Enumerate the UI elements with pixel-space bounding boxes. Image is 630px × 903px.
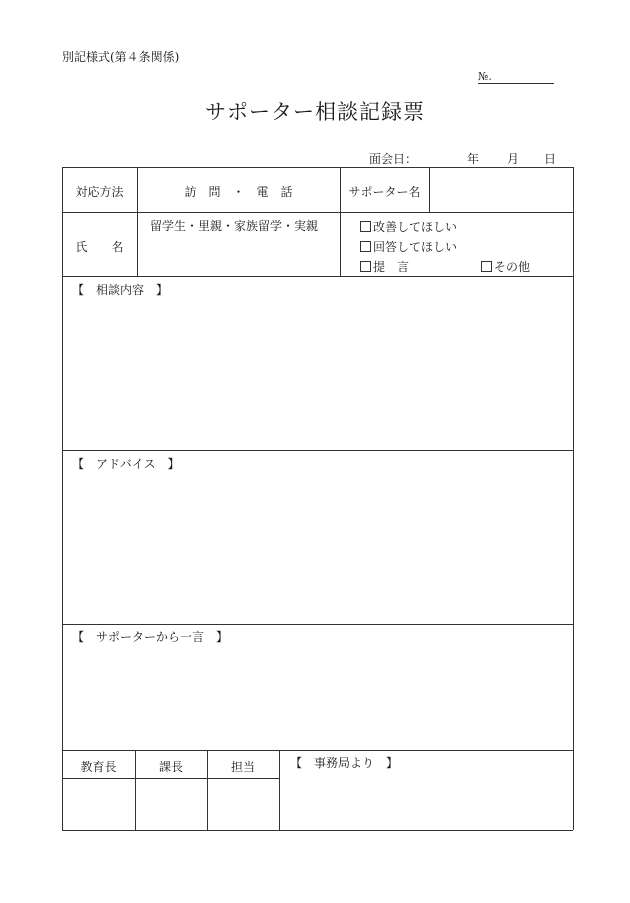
checkbox-icon[interactable]	[360, 241, 371, 252]
method-label: 対応方法	[75, 185, 124, 199]
meeting-date-label: 面会日：	[369, 152, 418, 166]
name-label: 氏 名	[75, 240, 124, 254]
number-label: №.	[478, 70, 492, 83]
check-proposal[interactable]: 提 言	[360, 258, 409, 275]
host-type-options[interactable]: 留学生・里親・家族留学・実親	[150, 219, 319, 233]
form-reference: 別記様式(第４条関係)	[62, 50, 180, 64]
checkbox-icon[interactable]	[481, 261, 492, 272]
day-label: 日	[544, 152, 557, 166]
advice-field[interactable]	[63, 472, 572, 622]
checkbox-icon[interactable]	[360, 221, 371, 232]
method-options[interactable]: 訪 問 ・ 電 話	[184, 185, 293, 199]
check-other[interactable]: その他	[481, 258, 530, 275]
office-note-field[interactable]	[280, 772, 572, 829]
page-title: サポーター相談記録票	[205, 100, 425, 124]
consult-content-heading: 【 相談内容 】	[72, 283, 169, 297]
stamp-label-section-chief: 課長	[158, 760, 183, 774]
advice-heading: 【 アドバイス 】	[72, 457, 180, 471]
supporter-name-field[interactable]	[430, 168, 572, 211]
supporter-name-label: サポーター名	[348, 185, 421, 199]
supporter-comment-heading: 【 サポーターから一言 】	[72, 630, 229, 644]
month-label: 月	[507, 152, 520, 166]
check-answer[interactable]: 回答してほしい	[360, 238, 457, 255]
stamp-label-staff: 担当	[230, 760, 255, 774]
checkbox-icon[interactable]	[360, 261, 371, 272]
supporter-comment-field[interactable]	[63, 646, 572, 748]
check-improve[interactable]: 改善してほしい	[360, 218, 457, 235]
stamp-box-superintendent[interactable]	[63, 779, 134, 829]
stamp-label-superintendent: 教育長	[80, 760, 117, 774]
stamp-box-staff[interactable]	[208, 779, 278, 829]
consult-content-field[interactable]	[63, 298, 572, 448]
name-field[interactable]	[138, 234, 339, 275]
number-field[interactable]	[478, 83, 554, 84]
office-note-heading: 【 事務局より 】	[290, 756, 399, 770]
stamp-box-section-chief[interactable]	[136, 779, 206, 829]
year-label: 年	[467, 152, 480, 166]
